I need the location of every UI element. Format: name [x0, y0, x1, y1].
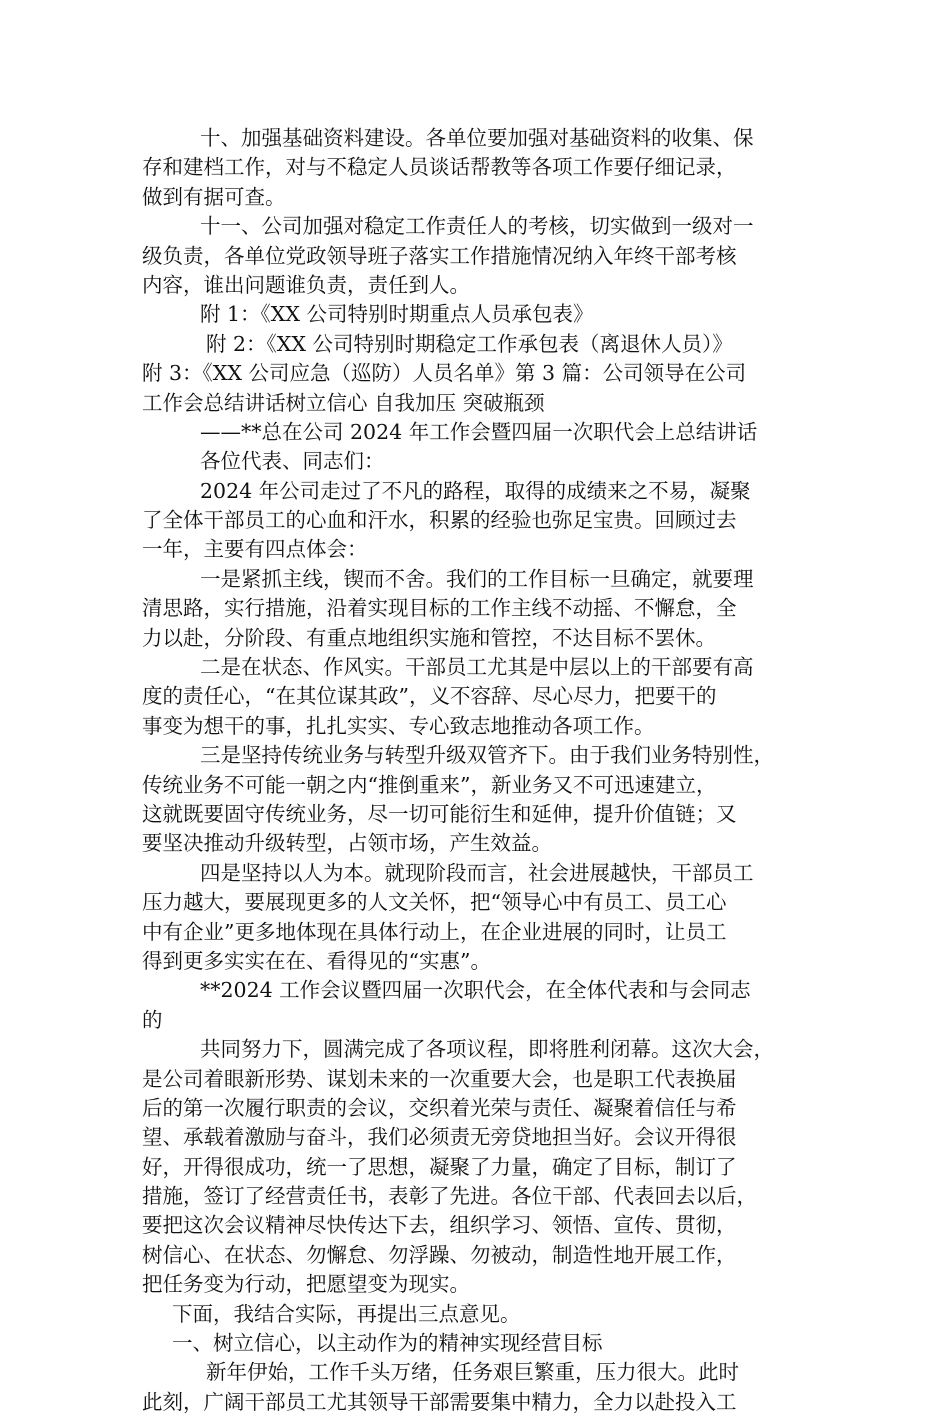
paragraph-line: 是公司着眼新形势、谋划未来的一次重要大会，也是职工代表换届	[142, 1066, 737, 1091]
paragraph-line: 内容，谁出问题谁负责，责任到人。	[142, 272, 470, 297]
heading-line: 一、树立信心，以主动作为的精神实现经营目标	[172, 1331, 603, 1356]
paragraph-line: 后的第一次履行职责的会议，交织着光荣与责任、凝聚着信任与希	[142, 1095, 737, 1120]
paragraph-line: 度的责任心，“在其位谋其政”，义不容辞、尽心尽力，把要干的	[142, 684, 717, 709]
paragraph-line: 中有企业”更多地体现在具体行动上，在企业进展的同时，让员工	[142, 919, 727, 944]
section-title-line: 工作会总结讲话树立信心 自我加压 突破瓶颈	[142, 390, 545, 415]
paragraph-line: 好，开得很成功，统一了思想，凝聚了力量，确定了目标，制订了	[142, 1154, 737, 1179]
paragraph-line: 一是紧抓主线，锲而不舍。我们的工作目标一旦确定，就要理	[200, 566, 754, 591]
paragraph-line: 要坚决推动升级转型，占领市场，产生效益。	[142, 831, 552, 856]
paragraph-line: 级负责，各单位党政领导班子落实工作措施情况纳入年终干部考核	[142, 243, 737, 268]
paragraph-line: 2024 年公司走过了不凡的路程，取得的成绩来之不易，凝聚	[200, 478, 751, 503]
paragraph-line: 做到有据可查。	[142, 184, 286, 209]
paragraph-line: 十、加强基础资料建设。各单位要加强对基础资料的收集、保	[200, 126, 754, 150]
paragraph-line: 存和建档工作，对与不稳定人员谈话帮教等各项工作要仔细记录，	[142, 155, 737, 180]
paragraph-line: 力以赴，分阶段、有重点地组织实施和管控，不达目标不罢休。	[142, 625, 716, 650]
paragraph-line: 树信心、在状态、勿懈怠、勿浮躁、勿被动，制造性地开展工作，	[142, 1242, 737, 1267]
subtitle-line: ——**总在公司 2024 年工作会暨四届一次职代会上总结讲话	[200, 419, 758, 444]
document-body	[142, 124, 832, 1417]
paragraph-line: 传统业务不可能一朝之内“推倒重来”，新业务又不可迅速建立，	[142, 772, 717, 797]
paragraph-line: 十一、公司加强对稳定工作责任人的考核，切实做到一级对一	[200, 214, 754, 239]
paragraph-line: 一年，主要有四点体会：	[142, 537, 368, 562]
paragraph-line: 了全体干部员工的心血和汗水，积累的经验也弥足宝贵。回顾过去	[142, 508, 737, 533]
paragraph-line: 新年伊始，工作千头万绪，任务艰巨繁重，压力很大。此时	[206, 1360, 739, 1385]
paragraph-line: 清思路，实行措施，沿着实现目标的工作主线不动摇、不懈怠，全	[142, 596, 737, 621]
salutation-line: 各位代表、同志们：	[200, 449, 385, 474]
paragraph-line: 的	[142, 1007, 163, 1032]
paragraph-line: 下面，我结合实际，再提出三点意见。	[172, 1301, 521, 1326]
attachment-line: 附 3：《XX 公司应急（巡防）人员名单》第 3 篇：公司领导在公司	[142, 361, 747, 386]
paragraph-line: 把任务变为行动，把愿望变为现实。	[142, 1272, 470, 1297]
attachment-line: 附 2：《XX 公司特别时期稳定工作承包表（离退休人员）》	[206, 331, 733, 356]
paragraph-line: 得到更多实实在在、看得见的“实惠”。	[142, 948, 491, 973]
paragraph-line: 共同努力下，圆满完成了各项议程，即将胜利闭幕。这次大会，	[200, 1037, 774, 1062]
paragraph-line: 三是坚持传统业务与转型升级双管齐下。由于我们业务特别性，	[200, 743, 774, 768]
paragraph-line: 此刻，广阔干部员工尤其领导干部需要集中精力，全力以赴投入工	[142, 1389, 737, 1414]
paragraph-line: 事变为想干的事，扎扎实实、专心致志地推动各项工作。	[142, 713, 655, 738]
paragraph-line: 这就既要固守传统业务，尽一切可能衍生和延伸，提升价值链；又	[142, 801, 737, 826]
attachment-line: 附 1：《XX 公司特别时期重点人员承包表》	[200, 302, 594, 327]
paragraph-line: 措施，签订了经营责任书，表彰了先进。各位干部、代表回去以后，	[142, 1184, 757, 1209]
paragraph-line: 压力越大，要展现更多的人文关怀，把“领导心中有员工、员工心	[142, 890, 727, 915]
paragraph-line: 望、承载着激励与奋斗，我们必须责无旁贷地担当好。会议开得很	[142, 1125, 737, 1150]
paragraph-line: 四是坚持以人为本。就现阶段而言，社会进展越快，干部员工	[200, 860, 754, 885]
paragraph-line: **2024 工作会议暨四届一次职代会，在全体代表和与会同志	[200, 978, 751, 1003]
paragraph-line: 二是在状态、作风实。干部员工尤其是中层以上的干部要有高	[200, 655, 754, 680]
paragraph-line: 要把这次会议精神尽快传达下去，组织学习、领悟、宣传、贯彻，	[142, 1213, 737, 1238]
